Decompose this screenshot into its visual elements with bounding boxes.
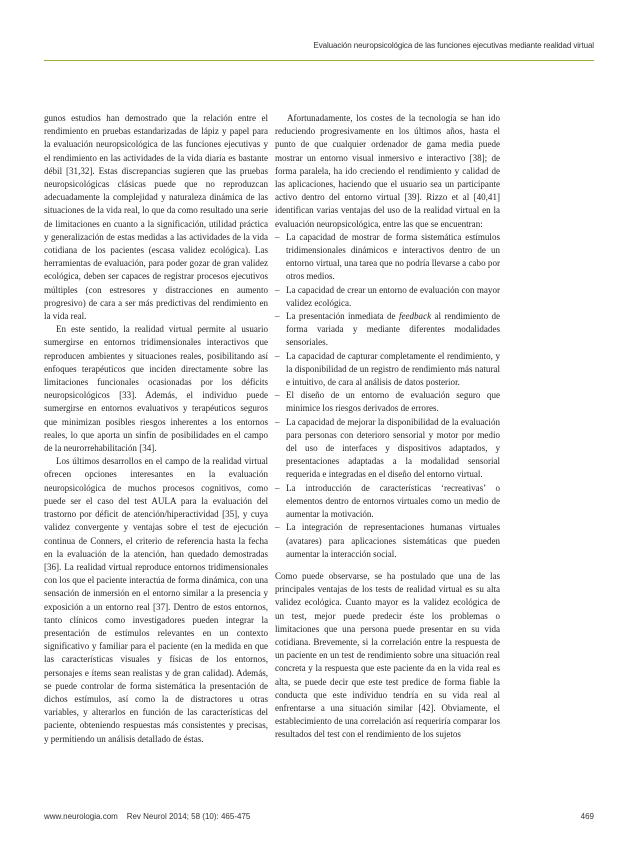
list-item: – La capacidad de mostrar de forma sistemática estímulos tridimensionales dinámicos e interactivos dentro de un entorno virtual, una tarea que no podría llevarse a cabo por otros medios.: [275, 231, 500, 284]
list-item: – La introducción de características ‘recreativas’ o elementos dentro de entornos virtuales como un medio de aumentar la motivación.: [275, 482, 500, 522]
feedback-term: feedback: [398, 311, 432, 322]
list-item: [275, 310, 500, 350]
left-paragraph-2: En este sentido, la realidad virtual permite al usuario sumergirse en entornos tridimensionales interactivos que reproducen ambientes y situaciones reales, posibilitando así enfoques terapéuticos que inciden directamente sobre las limitaciones funcionales ocasionadas por los déficits neuropsicológicos [33]. Además, el individuo puede sumergirse en entornos evaluativos y terapéuticos seguros que minimizan posibles riesgos inherentes a los entornos reales, lo que aporta un sinfín de posibilidades en el campo de la neurorrehabilitación [34].: [44, 324, 268, 454]
page-footer: [44, 812, 594, 821]
page-number: 469: [580, 812, 594, 821]
list-item: – La capacidad de capturar completamente el rendimiento, y la disponibilidad de un registro de rendimiento más natural e intuitivo, de cara al análisis de datos posterior.: [275, 350, 500, 390]
right-paragraph-2: Como puede observarse, se ha postulado que una de las principales ventajas de los tests de realidad virtual es su alta validez ecológica. Cuanto mayor es la validez ecológica de un test, mejor puede predecir éste los problemas o limitaciones que una persona puede presentar en su vida cotidiana. Brevemente, si la correlación entre la respuesta de un paciente en un test de rendimiento sobre una situación real concreta y la respuesta que este paciente da en la vida real es alta, se puede decir que este test predice de forma fiable la conducta que este individuo tendría en su vida real al enfrentarse a una situación similar [42]. Obviamente, el establecimiento de una correlación así requeriría comparar los resultados del test con el rendimiento de los sujetos: [275, 570, 500, 740]
left-paragraph-3: Los últimos desarrollos en el campo de la realidad virtual ofrecen opciones interesantes en la evaluación neuropsicológica de muchos procesos cognitivos, como puede ser el caso del test AULA para la evaluación del trastorno por déficit de atención/hiperactividad [35], y cuya validez convergente y ventajas sobre el test de ejecución continua de Conners, el criterio de referencia hasta la fecha en la evaluación de la atención, han quedado demostradas [36]. La realidad virtual reproduce entornos tridimensionales con los que el paciente interactúa de forma dinámica, con una sensación de inmersión en el entorno similar a la presencia y exposición a un entorno real [37]. Dentro de estos entornos, tanto clínicos como investigadores pueden integrar la presentación de estímulos relevantes en un contexto significativo y familiar para el paciente (en la medida en que las características visuales y físicas de los entornos, personajes e ítems sean realistas y de gran calidad). Además, se puede controlar de forma sistemática la presentación de dichos estímulos, así como la de distractores u otras variables, y alterarlos en función de las características del paciente, obteniendo respuestas más consistentes y precisas, y permitiendo un análisis detallado de éstas.: [44, 456, 268, 744]
list-item: – El diseño de un entorno de evaluación seguro que minimice los riesgos derivados de errores.: [275, 389, 500, 415]
list-item: – La integración de representaciones humanas virtuales (avatares) para aplicaciones sistemáticas que pueden aumentar la interacción social.: [275, 521, 500, 561]
left-paragraph-1: gunos estudios han demostrado que la relación entre el rendimiento en pruebas estandarizadas de lápiz y papel para la evaluación neuropsicológica de las funciones ejecutivas y el rendimiento en las actividades de la vida diaria es bastante débil [31,32]. Estas discrepancias sugieren que las pruebas neuropsicológicas clásicas puede que no reproduzcan adecuadamente la complejidad y naturaleza dinámica de las situaciones de la vida real, lo que da como resultado una serie de limitaciones en cuanto a la significación, utilidad práctica y generalización de estas medidas a las actividades de la vida cotidiana de los pacientes (escasa validez ecológica). Las herramientas de evaluación, para poder gozar de gran validez ecológica, deben ser capaces de registrar procesos ejecutivos múltiples (con estresores y distracciones en aumento progresivo) de cara a ser más predictivas del rendimiento en la vida real.: [44, 113, 268, 322]
right-paragraph-1: Afortunadamente, los costes de la tecnología se han ido reduciendo progresivamente en los últimos años, hasta el punto de que cualquier ordenador de gama media puede mostrar un entorno visual inmersivo e interactivo [38]; de forma paralela, ha ido creciendo el rendimiento y calidad de las aplicaciones, haciendo que el usuario sea un participante activo dentro del entorno virtual [39]. Rizzo et al [40,41] identifican varias ventajas del uso de la realidad virtual en la evaluación neuropsicológica, entre las que se encuentran:: [275, 113, 500, 229]
advantages-list: [275, 231, 500, 561]
left-column: [44, 112, 268, 746]
right-column: [275, 112, 500, 742]
list-item: – La capacidad de crear un entorno de evaluación con mayor validez ecológica.: [275, 284, 500, 310]
journal-citation: www.neurologia.com Rev Neurol 2014; 58 (10): 465-475: [44, 812, 251, 821]
list-item: – La capacidad de mejorar la disponibilidad de la evaluación para personas con deterioro sensorial y motor por medio del uso de interfaces y dispositivos adaptados, y presentaciones adaptadas a la modalidad sensorial requerida e integradas en el diseño del entorno virtual.: [275, 416, 500, 482]
list-item-text: La presentación inmediata de: [286, 311, 399, 322]
running-title: Evaluación neuropsicológica de las funciones ejecutivas mediante realidad virtual: [313, 41, 594, 50]
header-rule: [44, 60, 594, 61]
list-item-text: al rendimiento de forma variada y mediante diferentes modalidades sensoriales.: [286, 311, 500, 348]
